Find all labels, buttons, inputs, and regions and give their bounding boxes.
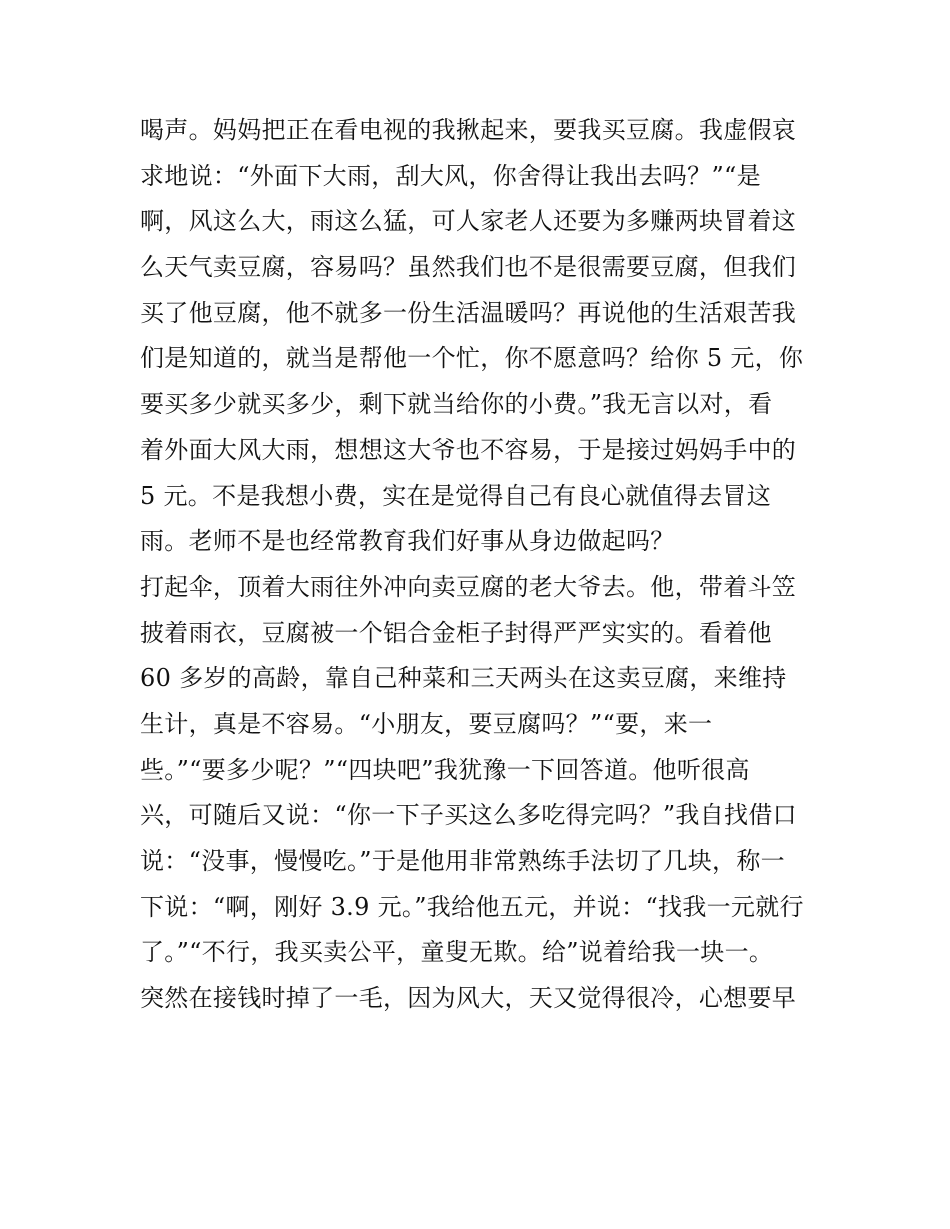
text-line: 披着雨衣，豆腐被一个铝合金柜子封得严严实实的。看着他	[140, 618, 772, 647]
text-line: 打起伞，顶着大雨往外冲向卖豆腐的老大爷去。他，带着斗笠	[140, 572, 797, 601]
text-line: 雨。老师不是也经常教育我们好事从身边做起吗？	[140, 527, 675, 556]
text-line: 5 元。不是我想小费，实在是觉得自己有良心就值得去冒这	[140, 481, 771, 510]
text-line: 生计，真是不容易。“小朋友，要豆腐吗？”“要，来一	[140, 709, 713, 738]
text-line: 下说：“啊，刚好 3.9 元。”我给他五元，并说：“找我一元就行	[140, 892, 804, 921]
body-text	[140, 108, 820, 1022]
text-line: 喝声。妈妈把正在看电视的我揪起来，要我买豆腐。我虚假哀	[140, 116, 797, 144]
text-line: 着外面大风大雨，想想这大爷也不容易，于是接过妈妈手中的	[140, 435, 797, 464]
text-line: 兴，可随后又说：“你一下子买这么多吃得完吗？”我自找借口	[140, 801, 797, 830]
text-line: 要买多少就买多少，剩下就当给你的小费。”我无言以对，看	[140, 390, 773, 419]
text-line: 60 多岁的高龄，靠自己种菜和三天两头在这卖豆腐，来维持	[140, 664, 787, 693]
text-line: 么天气卖豆腐，容易吗？虽然我们也不是很需要豆腐，但我们	[140, 253, 797, 282]
text-line: 了。”“不行，我买卖公平，童叟无欺。给”说着给我一块一。	[140, 938, 774, 967]
text-line: 啊，风这么大，雨这么猛，可人家老人还要为多赚两块冒着这	[140, 207, 797, 236]
text-line: 求地说：“外面下大雨，刮大风，你舍得让我出去吗？”“是	[140, 161, 761, 190]
text-line: 们是知道的，就当是帮他一个忙，你不愿意吗？给你 5 元，你	[140, 344, 804, 373]
text-line: 些。”“要多少呢？”“四块吧”我犹豫一下回答道。他听很高	[140, 755, 750, 784]
text-line: 突然在接钱时掉了一毛，因为风大，天又觉得很冷，心想要早	[140, 984, 797, 1013]
text-line: 说：“没事，慢慢吃。”于是他用非常熟练手法切了几块，称一	[140, 847, 785, 875]
text-line: 买了他豆腐，他不就多一份生活温暖吗？再说他的生活艰苦我	[140, 298, 797, 327]
